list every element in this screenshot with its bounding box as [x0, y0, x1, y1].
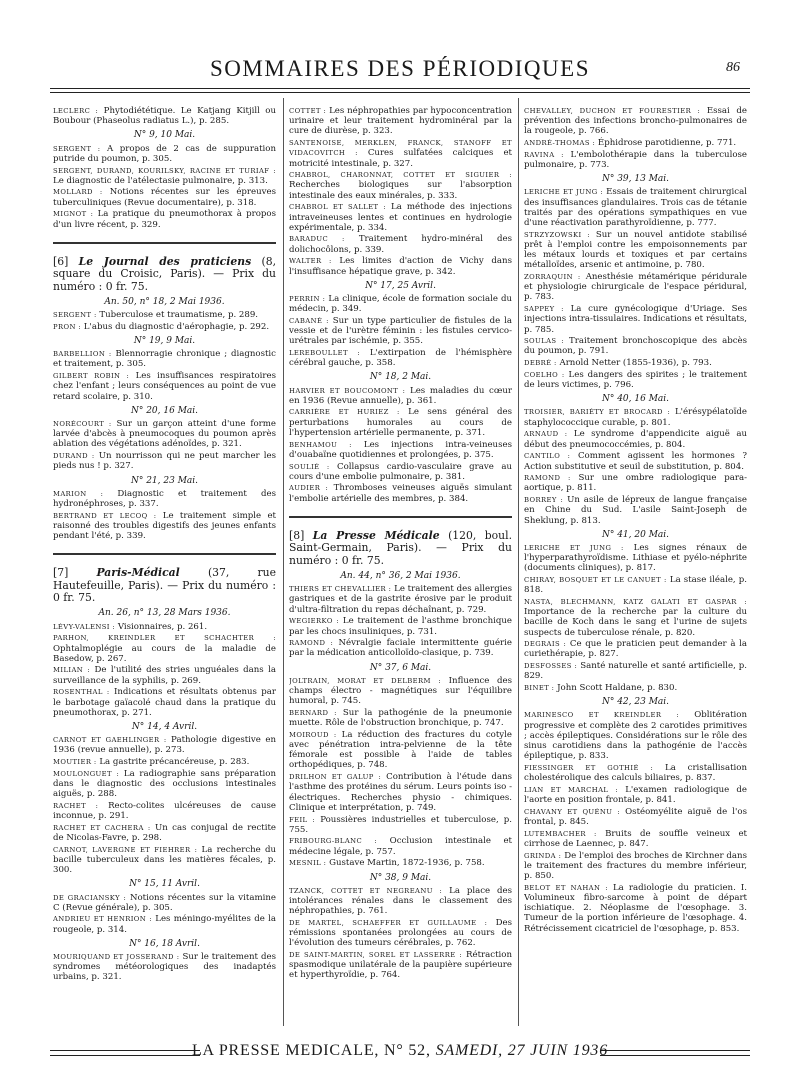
article-authors: ZORRAQUIN : — [524, 273, 581, 282]
issue-heading: N° 42, 23 Mai. — [601, 697, 670, 708]
article-title: La radiologie du praticien. I. Volumineux fibro-sarcome à point de départ ischiatique. 2. Néoplasme de l'œsophage. 3. Tumeur de la portion inférieure de l'œsophage. 4. Rétrécissement cicatriciel de l'œsophage, p. 853. — [524, 882, 747, 934]
article-entry — [289, 462, 512, 482]
article-authors: BORREY : — [524, 496, 564, 505]
article-authors: LUTEMBACHER : — [524, 829, 597, 838]
article-title: Collapsus cardio-vasculaire grave au cours d'une embolie pulmonaire, p. 381. — [289, 461, 512, 482]
article-title: Le traitement de l'asthme bronchique par les chocs insuliniques, p. 731. — [289, 616, 512, 637]
article-authors: CARNOT, LAVERGNE ET FIEHRER : — [53, 845, 198, 854]
article-entry — [53, 622, 276, 632]
issue-heading: N° 19, 9 Mai. — [133, 336, 196, 347]
article-entry — [53, 419, 276, 450]
article-authors: ANDRÉ-THOMAS : — [524, 139, 596, 148]
issue-heading: N° 38, 9 Mai. — [369, 872, 432, 883]
article-title: L'embolothérapie dans la tuberculose pulmonaire, p. 773. — [524, 149, 747, 171]
issue-heading: N° 37, 6 Mai. — [369, 662, 432, 673]
article-title: Notions récentes sur les épreuves tuberculiniques (Revue documentaire), p. 318. — [53, 187, 276, 208]
article-title: Oblitération progressive et complète des 2 carotides primitives ; accès épileptiques. Considérations sur le rôle des sinus carotidiens dans la pathogénie de l'accès épileptique, p. 833. — [524, 710, 747, 762]
article-authors: TZANCK, COTTET ET NEGREANU : — [289, 886, 443, 895]
article-title: De l'emploi des broches de Kirchner dans le traitement des fractures du membre inférieur, p. 850. — [524, 850, 747, 882]
article-title: Traitement hydro-minéral des dolichocôlons, p. 339. — [289, 234, 512, 255]
article-authors: RACHET ET CACHERA : — [53, 823, 151, 832]
article-entry — [289, 772, 512, 813]
article-title: Le sens général des perturbations humorales au cours de l'hypertension artérielle permanente, p. 371. — [289, 407, 512, 438]
article-authors: PRON : — [53, 322, 82, 331]
column-divider — [283, 98, 284, 1026]
article-title: Blennorragie chronique ; diagnostic et traitement, p. 305. — [53, 349, 276, 370]
issue-heading: N° 41, 20 Mai. — [601, 529, 670, 540]
article-entry — [524, 883, 747, 934]
article-authors: DE MARTEL, SCHAEFFER ET GUILLAUME : — [289, 918, 488, 927]
article-authors: COTTET : — [289, 107, 327, 115]
issue-heading: N° 40, 16 Mai. — [601, 394, 670, 405]
article-title: La méthode des injections intraveineuses lentes et continues en hydrologie expérimentale, p. 334. — [289, 202, 512, 233]
article-entry — [289, 138, 512, 169]
article-title: Le syndrome d'appendicite aiguë au début des pneumococcémies, p. 804. — [524, 429, 747, 450]
article-authors: MOLLARD : — [53, 188, 103, 197]
article-title: Occlusion intestinale et médecine légale, p. 757. — [289, 836, 512, 857]
article-title: Sur un garçon atteint d'une forme larvée d'abcès à pneumocoques du poumon après ablation des végétations adénoïdes, p. 321. — [53, 418, 276, 450]
article-entry — [524, 763, 747, 783]
column-1 — [53, 106, 276, 1026]
article-authors: DEBRÉ : — [524, 359, 557, 368]
article-authors: BINET : — [524, 684, 555, 693]
article-title: Gustave Martin, 1872-1936, p. 758. — [329, 858, 485, 869]
journal-title: Paris-Médical — [96, 566, 180, 580]
article-authors: MESNIL : — [289, 859, 327, 868]
article-authors: BARADUC : — [289, 235, 345, 244]
journal-heading — [53, 567, 276, 604]
article-title: Bruits de souffle veineux et cirrhose de Laennec, p. 847. — [524, 828, 747, 849]
issue-heading: An. 26, n° 13, 28 Mars 1936. — [98, 608, 231, 619]
article-entry — [53, 371, 276, 402]
issue-heading: N° 9, 10 Mai. — [133, 130, 196, 141]
article-entry — [524, 683, 747, 693]
article-entry — [289, 106, 512, 137]
article-title: Les dangers des spirites ; le traitement de leurs victimes, p. 796. — [524, 369, 747, 391]
article-entry — [53, 823, 276, 843]
article-authors: AUDIER : — [289, 484, 329, 493]
article-entry — [53, 952, 276, 983]
article-entry — [289, 858, 512, 868]
article-title: Sur un nouvel antidote stabilisé prêt à l'emploi contre les empoisonnements par les métaux lourds et toxiques et par certains métalloïdes, arsenic et antimoine, p. 780. — [524, 229, 747, 271]
article-authors: SANTENOISE, MERKLEN, FRANCK, STANOFF ET VIDACOVITCH : — [289, 139, 512, 158]
article-authors: LERICHE ET JUNG : — [524, 543, 624, 552]
article-title: Le traitement des allergies gastriques et de la gastrite érosive par le produit d'ultra-filtration du repas déchaînant, p. 729. — [289, 584, 512, 615]
article-title: Les signes rénaux de l'hyperparathyroïdisme. Lithiase et pyélo-néphrite (documents cliniques), p. 817. — [524, 542, 747, 574]
article-entry — [53, 769, 276, 800]
footer-date: SAMEDI, 27 JUIN 1936 — [435, 1042, 608, 1059]
article-title: Les maladies du cœur en 1936 (Revue annuelle), p. 361. — [289, 385, 512, 406]
article-title: La clinique, école de formation sociale du médecin, p. 349. — [289, 293, 512, 315]
article-entry — [289, 918, 512, 949]
issue-heading: N° 16, 18 Avril. — [129, 938, 200, 949]
article-entry — [524, 785, 747, 805]
article-title: Phytodiététique. Le Katjang Kitjill ou Boubour (Phaseolus radiatus L.), p. 285. — [53, 106, 276, 127]
article-entry — [289, 638, 512, 658]
article-authors: RACHET : — [53, 801, 99, 810]
article-authors: GILBERT ROBIN : — [53, 372, 130, 381]
article-title: Rétraction spasmodique unilatérale de la paupière supérieure et hyperthyroïdie, p. 764. — [289, 949, 512, 981]
article-authors: PARHON, KREINDLER ET SCHACHTER : — [53, 634, 276, 643]
article-entry — [289, 386, 512, 406]
article-entry — [524, 807, 747, 827]
article-authors: DESFOSSES : — [524, 662, 578, 671]
article-authors: SERGENT, DURAND, KOURILSKY, RACINE ET TURIAF : — [53, 166, 276, 175]
article-title: Anesthésie métamérique péridurale et physiologie chirurgicale de l'espace péridural, p. 783. — [524, 272, 747, 303]
article-entry — [53, 633, 276, 664]
article-title: De l'utilité des stries unguéales dans la surveillance de la syphilis, p. 269. — [53, 665, 276, 686]
article-entry — [289, 886, 512, 917]
article-title: La cristallisation cholestérolique des calculs biliaires, p. 837. — [524, 762, 747, 784]
issue-heading: N° 20, 16 Mai. — [130, 405, 199, 416]
issue-heading: N° 14, 4 Avril. — [131, 721, 198, 732]
article-authors: LERICHE ET JUNG : — [524, 188, 604, 197]
article-entry — [53, 893, 276, 913]
article-authors: CHIRAY, BOSQUET ET LE CANUET : — [524, 576, 667, 585]
article-entry — [53, 144, 276, 164]
article-entry — [53, 735, 276, 755]
article-authors: LÉVY-VALENSI : — [53, 622, 116, 631]
article-authors: MOUTIER : — [53, 758, 97, 767]
article-title: Sur un type particulier de fistules de la vessie et de l'urètre féminin : les fistules cervico-urétrales par ischémie, p. 355. — [289, 315, 512, 347]
article-title: Cures sulfatées calciques et motricité intestinale, p. 327. — [289, 148, 512, 169]
article-entry — [524, 451, 747, 471]
article-entry — [524, 370, 747, 390]
journal-heading — [53, 256, 276, 293]
article-title: La radiographie sans préparation dans le diagnostic des occlusions intestinales aiguës, p. 288. — [53, 768, 276, 800]
article-authors: BARBELLION : — [53, 350, 112, 359]
article-entry — [524, 639, 747, 659]
article-entry — [289, 234, 512, 254]
article-entry — [289, 584, 512, 615]
article-entry — [289, 483, 512, 503]
article-entry — [524, 336, 747, 356]
article-entry — [53, 845, 276, 876]
article-entry — [524, 304, 747, 335]
article-entry — [524, 710, 747, 761]
article-title: Contribution à l'étude dans l'asthme des protéines du sérum. Leurs points iso - électriques. Recherches physio - chimiques. Clinique et interprétation, p. 749. — [289, 772, 512, 813]
article-authors: DURAND : — [53, 452, 95, 461]
article-entry — [53, 451, 276, 471]
issue-heading: N° 15, 11 Avril. — [129, 879, 200, 890]
column-3 — [524, 106, 747, 1026]
article-authors: LEREBOULLET : — [289, 348, 361, 357]
article-title: Arnold Netter (1855-1936), p. 793. — [559, 358, 712, 369]
article-entry — [289, 815, 512, 835]
issue-heading: An. 44, n° 36, 2 Mai 1936. — [340, 571, 461, 582]
article-title: Ophtalmoplégie au cours de la maladie de Basedow, p. 267. — [53, 643, 276, 664]
article-authors: BELOT ET NAHAN : — [524, 883, 608, 892]
section-separator — [289, 516, 512, 518]
article-entry — [524, 230, 747, 271]
article-title: Les insuffisances respiratoires chez l'enfant ; leurs conséquences au point de vue retard scolaire, p. 310. — [53, 371, 276, 402]
article-title: Ostéomyélite aiguë de l'os frontal, p. 845. — [524, 806, 747, 827]
article-title: La pratique du pneumothorax à propos d'un livre récent, p. 329. — [53, 209, 276, 230]
article-title: Sur une ombre radiologique para-aortique, p. 811. — [524, 473, 747, 494]
article-title: Thromboses veineuses aiguës simulant l'embolie artérielle des membres, p. 384. — [289, 483, 512, 504]
article-authors: CARNOT ET GAEHLINGER : — [53, 736, 167, 745]
article-title: Les limites d'action de Vichy dans l'insuffisance hépatique grave, p. 342. — [289, 256, 512, 277]
article-entry — [53, 687, 276, 718]
issue-heading: N° 18, 2 Mai. — [369, 372, 432, 383]
article-title: Importance de la recherche par la culture du bacille de Koch dans le sang et l'urine de sujets suspects de tuberculose rénale, p. 820. — [524, 607, 747, 638]
article-authors: CHAVANY ET QUÉNU : — [524, 807, 621, 816]
article-entry — [53, 106, 276, 126]
journal-title: Le Journal des praticiens — [78, 254, 252, 268]
article-entry — [289, 616, 512, 636]
article-authors: CHABROL, CHARONNAT, COTTET ET SIGUIER : — [289, 171, 512, 180]
article-entry — [289, 440, 512, 460]
article-entry — [524, 272, 747, 303]
journal-number: [6] — [53, 254, 69, 268]
article-authors: LIAN ET MARCHAL : — [524, 785, 619, 794]
article-title: Un asile de lépreux de langue française en Chine du Sud. L'asile Saint-Joseph de Sheklung, p. 813. — [524, 495, 747, 526]
article-title: Tuberculose et traumatisme, p. 289. — [99, 310, 259, 321]
article-authors: MARINESCO ET KREINDLER : — [524, 711, 680, 720]
article-authors: MIGNOT : — [53, 210, 94, 219]
journal-info: (37, rue Hautefeuille, Paris). — Prix du numéro : 0 fr. 75. — [53, 566, 276, 605]
article-authors: MARION : — [53, 489, 104, 498]
journal-title: La Presse Médicale — [312, 528, 440, 542]
article-title: Le diagnostic de l'atélectasie pulmonaire, p. 313. — [53, 175, 268, 186]
article-authors: SOULIÉ : — [289, 462, 330, 471]
article-authors: RAMOND : — [289, 639, 334, 648]
article-entry — [524, 495, 747, 526]
journal-info: (8, square du Croisic, Paris). — Prix du numéro : 0 fr. 75. — [53, 254, 276, 293]
footer — [0, 1042, 800, 1060]
article-entry — [53, 914, 276, 934]
article-title: Éphidrose parotidienne, p. 771. — [597, 138, 737, 149]
article-title: La stase iléale, p. 818. — [524, 575, 747, 596]
article-title: Visionnaires, p. 261. — [117, 621, 208, 632]
article-entry — [289, 348, 512, 368]
article-title: Notions récentes sur la vitamine C (Revue générale), p. 305. — [53, 892, 276, 913]
article-authors: DE GRACIANSKY : — [53, 893, 127, 902]
article-title: Santé naturelle et santé artificielle, p. 829. — [524, 661, 747, 682]
article-entry — [524, 150, 747, 170]
article-title: L'érésypélatoïde staphylococcique curable, p. 801. — [524, 407, 747, 428]
article-entry — [289, 676, 512, 707]
journal-number: [7] — [53, 566, 69, 580]
article-authors: MILIAN : — [53, 666, 91, 675]
issue-heading: N° 39, 13 Mai. — [601, 174, 670, 185]
article-entry — [289, 294, 512, 314]
article-authors: JOLTRAIN, MORAT ET DELBERM : — [289, 676, 442, 685]
article-title: Pathologie digestive en 1936 (revue annuelle), p. 273. — [53, 735, 276, 756]
article-title: Ce que le praticien peut demander à la curiethérapie, p. 827. — [524, 639, 747, 660]
article-authors: BENHAMOU : — [289, 440, 352, 449]
article-authors: SERGENT : — [53, 144, 101, 153]
section-separator — [53, 553, 276, 555]
article-authors: CHABROL ET SALLET : — [289, 203, 386, 212]
article-entry — [53, 209, 276, 229]
article-title: Des rémissions spontanées prolongées au cours de l'évolution des tumeurs cérébrales, p. 762. — [289, 917, 512, 949]
article-authors: SERGENT : — [53, 311, 97, 320]
article-entry — [53, 310, 276, 320]
article-authors: ARNAUD : — [524, 430, 568, 439]
article-entry — [524, 661, 747, 681]
article-authors: HARVIER ET BOUCOMONT : — [289, 386, 406, 395]
article-title: Traitement bronchoscopique des abcès du poumon, p. 791. — [524, 336, 747, 357]
journal-info: (120, boul. Saint-Germain, Paris). — Prix du numéro : 0 fr. 75. — [289, 528, 512, 567]
article-authors: COELHO : — [524, 370, 565, 379]
article-authors: THIERS ET CHEVALLIER : — [289, 585, 392, 594]
article-title: Les néphropathies par hypoconcentration urinaire et leur traitement hydrominéral par la cure de diurèse, p. 323. — [289, 106, 512, 137]
section-separator — [53, 242, 276, 244]
article-entry — [524, 187, 747, 228]
article-title: John Scott Haldane, p. 830. — [557, 683, 678, 694]
article-title: La place des intolérances rénales dans le classement des néphropathies, p. 761. — [289, 885, 512, 917]
article-title: Essai de prévention des infections broncho-pulmonaires de la rougeole, p. 766. — [524, 106, 747, 137]
article-authors: MOURIQUAND ET JOSSERAND : — [53, 953, 180, 962]
issue-heading: N° 17, 25 Avril. — [365, 280, 436, 291]
article-authors: WEGIERKO : — [289, 617, 340, 626]
article-title: L'examen radiologique de l'aorte en position frontale, p. 841. — [524, 784, 747, 806]
article-entry — [53, 187, 276, 207]
article-authors: SOULAS : — [524, 337, 564, 346]
article-authors: WALTER : — [289, 257, 332, 266]
article-entry — [289, 202, 512, 233]
article-title: Essais de traitement chirurgical des insuffisances glandulaires. Trois cas de tétanie traités par des opérations sympathiques en vue d'une réactivation parathyroïdienne, p. 777. — [524, 187, 747, 229]
article-title: Diagnostic et traitement des hydronéphroses, p. 337. — [53, 488, 276, 509]
article-entry — [289, 316, 512, 347]
article-authors: STRZYZOWSKI : — [524, 230, 590, 239]
article-title: La recherche du bacille tuberculeux dans les matières fécales, p. 300. — [53, 844, 276, 876]
article-title: L'extirpation de l'hémisphère cérébral gauche, p. 358. — [289, 347, 512, 369]
footer-journal: LA PRESSE MEDICALE, N° 52, — [191, 1042, 431, 1059]
article-entry — [524, 575, 747, 595]
article-entry — [289, 836, 512, 856]
article-authors: ANDRIEU ET HENRION : — [53, 915, 152, 924]
article-title: Le traitement simple et raisonné des troubles digestifs des jeunes enfants pendant l'été, p. 339. — [53, 510, 276, 542]
page-number: 86 — [726, 60, 740, 75]
article-title: Poussières industrielles et tuberculose, p. 755. — [289, 814, 512, 835]
article-authors: PERRIN : — [289, 294, 326, 303]
article-authors: MOIROUD : — [289, 730, 337, 739]
article-entry — [524, 407, 747, 427]
page-title: SOMMAIRES DES PÉRIODIQUES — [210, 56, 590, 81]
article-authors: RAVINA : — [524, 150, 564, 159]
article-authors: FEIL : — [289, 815, 316, 824]
article-authors: NORÉCOURT : — [53, 419, 112, 428]
article-entry — [524, 829, 747, 849]
article-entry — [53, 349, 276, 369]
article-authors: LECLERC : — [53, 107, 99, 115]
article-entry — [289, 170, 512, 201]
article-authors: DE SAINT-MARTIN, SOREL ET LASSERRE : — [289, 950, 463, 959]
column-2 — [289, 106, 512, 1026]
header-rule — [50, 88, 750, 93]
article-authors: BERNARD : — [289, 708, 337, 717]
article-entry — [524, 851, 747, 882]
article-title: La gastrite précancéreuse, p. 283. — [99, 757, 250, 768]
article-entry — [53, 489, 276, 509]
article-title: Un cas conjugal de rectite de Nicolas-Favre, p. 298. — [53, 822, 276, 843]
article-entry — [524, 429, 747, 449]
article-entry — [289, 256, 512, 276]
article-authors: RAMOND : — [524, 474, 571, 483]
article-entry — [289, 708, 512, 728]
article-authors: CANTILO : — [524, 452, 571, 461]
article-entry — [524, 358, 747, 368]
article-authors: BERTRAND ET LECOQ : — [53, 511, 157, 520]
article-authors: GRINDA : — [524, 851, 562, 860]
article-title: Sur le traitement des syndromes météorologiques des inadaptés urbains, p. 321. — [53, 952, 276, 983]
article-entry — [53, 322, 276, 332]
article-authors: CHEVALLEY, DUCHON ET FOURESTIER : — [524, 107, 701, 115]
article-authors: DRILHON ET GALUP : — [289, 773, 382, 782]
article-entry — [524, 473, 747, 493]
article-entry — [53, 801, 276, 821]
article-title: Névralgie faciale intermittente guérie par la médication anticolloïdo-clasique, p. 739. — [289, 638, 512, 659]
issue-heading: An. 50, n° 18, 2 Mai 1936. — [104, 296, 225, 307]
article-authors: SAPPEY : — [524, 305, 564, 314]
article-entry — [289, 730, 512, 771]
article-title: La cure gynécologique d'Uriage. Ses injections intra-tissulaires. Indications et résultats, p. 785. — [524, 304, 747, 335]
article-authors: NASTA, BLECHMANN, KATZ GALATI ET GASPAR : — [524, 597, 747, 606]
article-title: Un nourrisson qui ne peut marcher les pieds nus ! p. 327. — [53, 451, 276, 472]
article-authors: FRIBOURG-BLANC : — [289, 837, 378, 846]
article-entry — [524, 597, 747, 638]
article-title: Comment agissent les hormones ? Action substitutive et seuil de substitution, p. 804. — [524, 451, 747, 472]
article-entry — [289, 407, 512, 438]
article-entry — [53, 166, 276, 186]
article-title: Sur la pathogénie de la pneumonie muette. Rôle de l'obstruction bronchique, p. 747. — [289, 707, 512, 729]
journal-heading — [289, 530, 512, 567]
article-title: Recherches biologiques sur l'absorption intestinale des eaux minérales, p. 333. — [289, 180, 512, 201]
article-title: Influence des champs électro - magnétiques sur l'équilibre humoral, p. 745. — [289, 675, 512, 707]
article-title: La réduction des fractures du cotyle avec pénétration intra-pelvienne de la tête fémorale est possible à l'aide de tables orthopédiques, p. 748. — [289, 729, 512, 771]
article-entry — [524, 138, 747, 148]
article-authors: FIESSINGER ET GOTHIÉ : — [524, 763, 654, 772]
journal-number: [8] — [289, 528, 305, 542]
article-title: A propos de 2 cas de suppuration putride du poumon, p. 305. — [53, 143, 276, 164]
article-title: Recto-colites ulcéreuses de cause inconnue, p. 291. — [53, 800, 276, 822]
article-entry — [53, 665, 276, 685]
article-entry — [53, 511, 276, 542]
article-entry — [524, 106, 747, 137]
article-authors: CABANÉ : — [289, 316, 329, 325]
article-entry — [53, 757, 276, 767]
article-authors: MOULONGUET : — [53, 769, 120, 778]
article-title: Indications et résultats obtenus par le barbotage gaïacolé chaud dans la pratique du pneumothorax, p. 271. — [53, 687, 276, 718]
article-authors: ROSENTHAL : — [53, 688, 110, 697]
article-authors: DEGRAIS : — [524, 640, 567, 649]
column-divider — [518, 98, 519, 1026]
article-authors: TROISIER, BARIÉTY ET BROCARD : — [524, 408, 671, 417]
article-entry — [289, 950, 512, 981]
article-title: Les méningo-myélites de la rougeole, p. 314. — [53, 914, 276, 935]
article-authors: CARRIÈRE ET HURIEZ : — [289, 408, 400, 417]
article-title: L'abus du diagnostic d'aérophagie, p. 292. — [83, 321, 270, 332]
article-entry — [524, 543, 747, 574]
issue-heading: N° 21, 23 Mai. — [130, 475, 199, 486]
article-title: Les injections intra-veineuses d'ouabaïne quotidiennes et prolongées, p. 375. — [289, 439, 512, 460]
